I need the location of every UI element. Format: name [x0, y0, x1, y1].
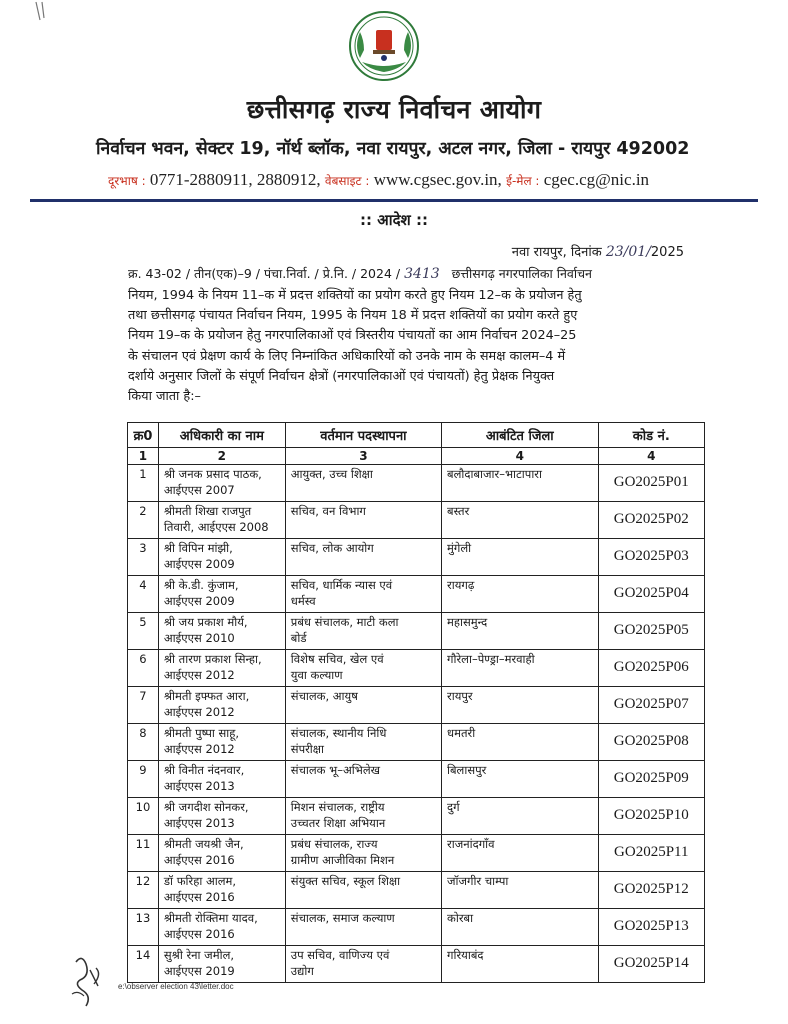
current-post-cell-line: उद्योग: [290, 963, 314, 978]
officer-name-cell: [158, 613, 285, 650]
officer-name-cell-line: आईएएस 2012: [163, 741, 235, 756]
current-post-cell-line: संचालक भू–अभिलेख: [290, 763, 381, 777]
serial-cell-line: 5: [139, 615, 147, 629]
district-cell: [442, 909, 599, 946]
date-prefix: नवा रायपुर, दिनांक: [511, 245, 602, 260]
serial-cell-line: 2: [139, 504, 147, 518]
body-line: नियम 19–क के प्रयोजन हेतु नगरपालिकाओं एवं त्रिस्तरीय पंचायतों का आम निर्वाचन 2024–25: [128, 328, 577, 344]
serial-cell-line: 10: [135, 800, 151, 814]
current-post-cell-line: उप सचिव, वाणिज्य एवं: [290, 948, 390, 962]
district-cell-line: गौरेला–पेण्ड्रा–मरवाही: [447, 652, 535, 666]
district-cell: [442, 724, 599, 761]
serial-cell: [128, 613, 159, 650]
serial-cell: [128, 872, 159, 909]
district-cell-line: बलौदाबाजार–भाटापारा: [447, 467, 542, 481]
table-row: [128, 465, 705, 502]
district-cell-line: मुंगेली: [447, 541, 472, 555]
serial-cell: [128, 946, 159, 983]
serial-cell-line: 14: [135, 948, 151, 962]
current-post-cell-line: प्रबंध संचालक, माटी कला: [290, 615, 399, 629]
current-post-cell: [285, 465, 441, 502]
table-row: [128, 909, 705, 946]
table-row: [128, 835, 705, 872]
serial-cell: [128, 465, 159, 502]
current-post-cell: [285, 539, 441, 576]
officer-name-cell: [158, 946, 285, 983]
district-cell: [442, 539, 599, 576]
table-row: [128, 687, 705, 724]
code-cell-line: GO2025P01: [613, 474, 689, 491]
code-cell-line: GO2025P11: [614, 844, 689, 861]
officer-name-cell: [158, 539, 285, 576]
corner-mark-icon: [32, 0, 48, 22]
table-row: [128, 872, 705, 909]
header-sr: क्र0: [128, 423, 159, 448]
district-cell: [442, 946, 599, 983]
code-cell-line: GO2025P12: [613, 881, 689, 898]
officer-name-cell-line: आईएएस 2013: [163, 815, 235, 830]
district-cell: [442, 872, 599, 909]
column-number: 1: [128, 448, 159, 465]
current-post-cell: [285, 946, 441, 983]
website-link[interactable]: www.cgsec.gov.in,: [373, 170, 502, 189]
officer-name-cell: [158, 872, 285, 909]
district-cell-line: महासमुन्द: [447, 615, 488, 629]
code-cell-line: GO2025P05: [613, 622, 689, 639]
district-cell-line: जॉजगीर चाम्पा: [447, 874, 509, 888]
serial-cell-line: 13: [135, 911, 151, 925]
code-cell-line: GO2025P08: [613, 733, 689, 750]
current-post-cell: [285, 687, 441, 724]
serial-cell: [128, 761, 159, 798]
table-row: [128, 613, 705, 650]
serial-cell: [128, 576, 159, 613]
order-heading: :: आदेश ::: [360, 211, 428, 229]
serial-cell: [128, 650, 159, 687]
current-post-cell-line: ग्रामीण आजीविका मिशन: [290, 852, 395, 867]
district-cell-line: बस्तर: [447, 504, 470, 518]
serial-cell: [128, 835, 159, 872]
district-cell-line: धमतरी: [447, 726, 476, 740]
table-row: [128, 946, 705, 983]
body-line: के संचालन एवं प्रेक्षण कार्य के लिए निम्नांकित अधिकारियों को उनके नाम के समक्ष कालम–4 में: [128, 348, 566, 364]
officer-name-cell-line: आईएएस 2019: [163, 963, 235, 978]
officer-name-cell: [158, 761, 285, 798]
code-cell-line: GO2025P04: [613, 585, 689, 602]
officer-name-cell-line: आईएएस 2016: [163, 889, 235, 904]
code-cell: [598, 909, 704, 946]
officer-name-cell-line: आईएएस 2012: [163, 704, 235, 719]
officer-name-cell: [158, 724, 285, 761]
serial-cell: [128, 724, 159, 761]
contact-line: [108, 170, 748, 190]
district-cell: [442, 687, 599, 724]
website-label: वेबसाइट :: [324, 174, 370, 188]
header-code: कोड नं.: [598, 423, 704, 448]
officer-name-cell: [158, 502, 285, 539]
table-row: [128, 539, 705, 576]
current-post-cell: [285, 502, 441, 539]
serial-cell-line: 11: [135, 837, 151, 851]
serial-cell-line: 3: [139, 541, 147, 555]
serial-cell-line: 12: [135, 874, 151, 888]
current-post-cell-line: युवा कल्याण: [290, 667, 343, 682]
district-cell: [442, 761, 599, 798]
code-cell: [598, 576, 704, 613]
current-post-cell-line: आयुक्त, उच्च शिक्षा: [290, 467, 373, 481]
officer-name-cell-line: आईएएस 2007: [163, 482, 235, 497]
body-line: नियम, 1994 के नियम 11–क में प्रदत्त शक्तियों का प्रयोग करते हुए नियम 12–क के प्रयोजन हेतु: [128, 288, 582, 303]
current-post-cell: [285, 835, 441, 872]
officer-name-cell: [158, 465, 285, 502]
table-row: [128, 761, 705, 798]
code-cell-line: GO2025P06: [613, 659, 689, 676]
serial-cell: [128, 909, 159, 946]
state-emblem-icon: [348, 10, 420, 82]
table-header-row: [128, 423, 705, 448]
district-cell-line: राजनांदगाँव: [447, 837, 495, 851]
table-row: [128, 576, 705, 613]
code-cell: [598, 465, 704, 502]
current-post-cell-line: संचालक, स्थानीय निधि: [290, 726, 387, 740]
current-post-cell: [285, 909, 441, 946]
officer-name-cell-line: आईएएस 2009: [163, 593, 235, 608]
officer-name-cell: [158, 798, 285, 835]
current-post-cell: [285, 761, 441, 798]
current-post-cell-line: विशेष सचिव, खेल एवं: [290, 652, 384, 666]
current-post-cell-line: सचिव, वन विभाग: [290, 504, 366, 518]
reference-suffix: छत्तीसगढ़ नगरपालिका निर्वाचन: [451, 266, 592, 281]
code-cell: [598, 724, 704, 761]
current-post-cell-line: संचालक, आयुष: [290, 689, 358, 703]
district-cell: [442, 576, 599, 613]
body-line: तथा छत्तीसगढ़ पंचायत निर्वाचन नियम, 1995 के नियम 18 में प्रदत्त शक्तियों का प्रयोग करते हुए: [128, 308, 578, 324]
district-cell: [442, 798, 599, 835]
officer-name-cell-line: श्रीमती शिखा राजपुत: [163, 504, 252, 518]
district-cell-line: गरियाबंद: [447, 948, 484, 962]
table-row: [128, 724, 705, 761]
serial-cell: [128, 502, 159, 539]
code-cell: [598, 872, 704, 909]
current-post-cell: [285, 576, 441, 613]
officer-name-cell-line: श्रीमती पुष्पा साहू,: [163, 726, 240, 740]
serial-cell-line: 8: [139, 726, 147, 740]
column-number: 4: [598, 448, 704, 465]
current-post-cell: [285, 798, 441, 835]
officer-name-cell-line: आईएएस 2012: [163, 667, 235, 682]
officer-name-cell: [158, 835, 285, 872]
district-cell: [442, 502, 599, 539]
officer-name-cell-line: आईएएस 2016: [163, 926, 235, 941]
table-row: [128, 502, 705, 539]
code-cell-line: GO2025P10: [613, 807, 689, 824]
officer-name-cell: [158, 576, 285, 613]
current-post-cell-line: धर्मस्व: [290, 593, 316, 608]
column-number: 4: [442, 448, 599, 465]
table-row: [128, 650, 705, 687]
officer-name-cell-line: श्री के.डी. कुंजाम,: [163, 578, 239, 592]
district-cell: [442, 613, 599, 650]
district-cell: [442, 650, 599, 687]
serial-cell-line: 9: [139, 763, 147, 777]
table-row: [128, 798, 705, 835]
body-line: दर्शाये अनुसार जिलों के संपूर्ण निर्वाचन क्षेत्रों (नगरपालिकाओं एवं पंचायतों) हेतु प्रेक्षक नियुक्त: [128, 368, 555, 384]
officer-name-cell-line: आईएएस 2010: [163, 630, 235, 645]
officer-name-cell-line: श्रीमती रोक्तिमा यादव,: [163, 911, 258, 925]
code-cell-line: GO2025P14: [613, 955, 689, 972]
district-cell-line: कोरबा: [447, 911, 474, 925]
officer-name-cell-line: श्री जगदीश सोनकर,: [163, 800, 249, 814]
order-body: [128, 286, 694, 407]
code-cell: [598, 835, 704, 872]
district-cell-line: रायगढ़: [447, 578, 475, 592]
code-cell: [598, 502, 704, 539]
code-cell: [598, 539, 704, 576]
current-post-cell-line: बोर्ड: [290, 630, 307, 645]
current-post-cell: [285, 650, 441, 687]
serial-cell-line: 4: [139, 578, 147, 592]
serial-cell: [128, 539, 159, 576]
district-cell: [442, 835, 599, 872]
current-post-cell-line: संचालक, समाज कल्याण: [290, 911, 395, 925]
reference-line: [128, 265, 688, 282]
officer-name-cell-line: आईएएस 2016: [163, 852, 235, 867]
file-path-footer: e:\observer election 43\letter.doc: [118, 982, 234, 991]
officer-name-cell-line: श्रीमती जयश्री जैन,: [163, 837, 244, 851]
column-number: 2: [158, 448, 285, 465]
organization-title: छत्तीसगढ़ राज्य निर्वाचन आयोग: [246, 95, 542, 124]
district-cell-line: दुर्ग: [447, 800, 460, 814]
district-cell-line: रायपुर: [447, 689, 473, 703]
code-cell: [598, 650, 704, 687]
officer-name-cell-line: श्री तारण प्रकाश सिन्हा,: [163, 652, 262, 666]
email-link[interactable]: cgec.cg@nic.in: [543, 170, 650, 189]
officer-name-cell: [158, 650, 285, 687]
current-post-cell-line: प्रबंध संचालक, राज्य: [290, 837, 378, 851]
code-cell-line: GO2025P07: [613, 696, 689, 713]
code-cell-line: GO2025P09: [613, 770, 689, 787]
officer-name-cell-line: आईएएस 2009: [163, 556, 235, 571]
district-cell: [442, 465, 599, 502]
observers-table: [127, 422, 705, 983]
phone-label: दूरभाष :: [108, 174, 146, 188]
current-post-cell-line: मिशन संचालक, राष्ट्रीय: [290, 800, 385, 814]
header-name: अधिकारी का नाम: [158, 423, 285, 448]
serial-cell: [128, 687, 159, 724]
code-cell: [598, 687, 704, 724]
date-line: [512, 242, 684, 260]
column-number: 3: [285, 448, 441, 465]
officer-name-cell-line: सुश्री रेना जमील,: [163, 948, 235, 962]
header-divider: [30, 199, 758, 202]
office-address: निर्वाचन भवन, सेक्टर 19, नॉर्थ ब्लॉक, नवा रायपुर, अटल नगर, जिला - रायपुर 492002: [96, 139, 690, 159]
code-cell-line: GO2025P13: [613, 918, 689, 935]
date-year: 2025: [650, 245, 684, 260]
current-post-cell-line: सचिव, लोक आयोग: [290, 541, 374, 555]
reference-handwritten: 3413: [404, 266, 440, 282]
code-cell: [598, 761, 704, 798]
code-cell: [598, 798, 704, 835]
current-post-cell: [285, 724, 441, 761]
officer-name-cell-line: तिवारी, आईएएस 2008: [163, 519, 269, 534]
code-cell-line: GO2025P02: [613, 511, 689, 528]
current-post-cell-line: उच्चतर शिक्षा अभियान: [290, 815, 386, 830]
column-number-row: [128, 448, 705, 465]
code-cell-line: GO2025P03: [613, 548, 689, 565]
current-post-cell-line: सचिव, धार्मिक न्यास एवं: [290, 578, 393, 592]
officer-name-cell-line: श्री जय प्रकाश मौर्य,: [163, 615, 248, 629]
code-cell: [598, 613, 704, 650]
current-post-cell-line: संयुक्त सचिव, स्कूल शिक्षा: [290, 874, 401, 888]
serial-cell-line: 7: [139, 689, 147, 703]
officer-name-cell-line: डॉ फरिहा आलम,: [163, 874, 237, 888]
code-cell: [598, 946, 704, 983]
officer-name-cell-line: श्री विपिन मांझी,: [163, 541, 233, 555]
serial-cell-line: 1: [139, 467, 147, 481]
officer-name-cell: [158, 909, 285, 946]
email-label: ई-मेल :: [506, 174, 540, 188]
signature-icon: [68, 950, 118, 1010]
officer-name-cell-line: श्रीमती इफ्फत आरा,: [163, 689, 250, 703]
current-post-cell: [285, 613, 441, 650]
body-line: किया जाता है:–: [128, 389, 201, 405]
officer-name-cell-line: आईएएस 2013: [163, 778, 235, 793]
current-post-cell: [285, 872, 441, 909]
serial-cell-line: 6: [139, 652, 147, 666]
officer-name-cell-line: श्री जनक प्रसाद पाठक,: [163, 467, 262, 481]
district-cell-line: बिलासपुर: [447, 763, 487, 777]
phone-numbers: 0771-2880911, 2880912,: [149, 170, 321, 189]
reference-prefix: क्र. 43-02 / तीन(एक)–9 / पंचा.निर्वा. / प्रे.नि. / 2024 /: [128, 266, 401, 281]
header-district: आबंटित जिला: [442, 423, 599, 448]
officer-name-cell: [158, 687, 285, 724]
serial-cell: [128, 798, 159, 835]
date-handwritten: 23/01/: [605, 244, 651, 260]
header-post: वर्तमान पदस्थापना: [285, 423, 441, 448]
current-post-cell-line: संपरीक्षा: [290, 741, 325, 756]
officer-name-cell-line: श्री विनीत नंदनवार,: [163, 763, 245, 777]
